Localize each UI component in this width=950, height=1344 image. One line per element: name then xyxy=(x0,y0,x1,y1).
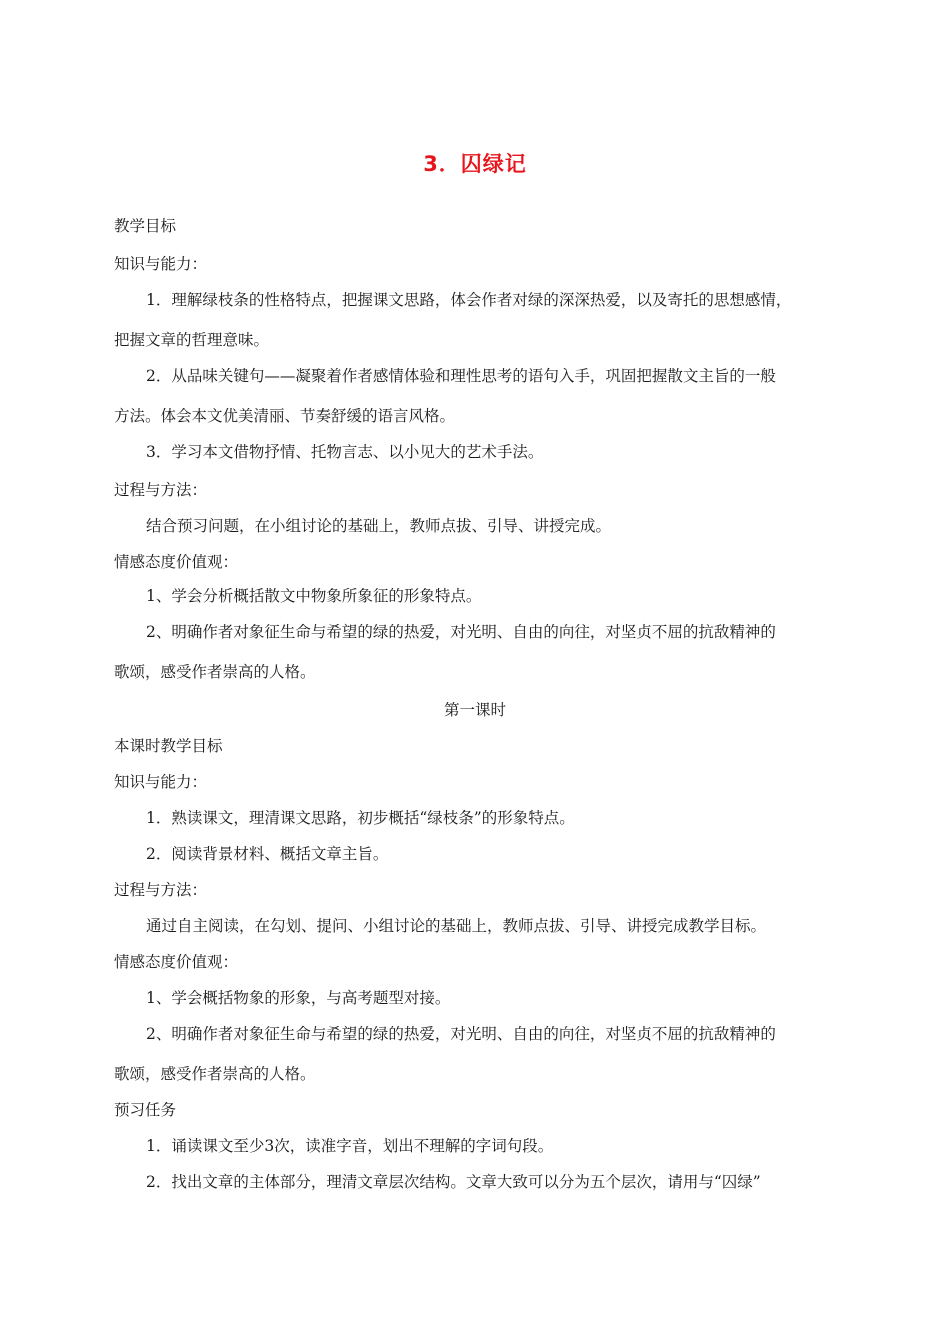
paragraph-line: 结合预习问题，在小组讨论的基础上，教师点拔、引导、讲授完成。 xyxy=(146,517,612,535)
paragraph-line: 1．熟读课文，理清课文思路，初步概括“绿枝条”的形象特点。 xyxy=(146,809,575,827)
paragraph-line: 2、明确作者对象征生命与希望的绿的热爱，对光明、自由的向往，对坚贞不屈的抗敌精神的 xyxy=(146,1025,776,1043)
paragraph-line: 2、明确作者对象征生命与希望的绿的热爱，对光明、自由的向往，对坚贞不屈的抗敌精神的 xyxy=(146,623,776,641)
paragraph-line: 1、学会分析概括散文中物象所象征的形象特点。 xyxy=(146,587,482,605)
paragraph-line: 2．阅读背景材料、概括文章主旨。 xyxy=(146,845,389,863)
paragraph-line: 把握文章的哲理意味。 xyxy=(114,331,270,349)
document-title: 3．囚绿记 xyxy=(423,152,527,176)
heading-knowledge-ability: 知识与能力： xyxy=(114,773,208,791)
section-heading-first-lesson: 第一课时 xyxy=(443,701,506,719)
heading-emotion-values: 情感态度价值观： xyxy=(114,953,239,971)
paragraph-line: 1．诵读课文至少3次，读准字音，划出不理解的字词句段。 xyxy=(146,1137,554,1155)
paragraph-line: 2．找出文章的主体部分，理清文章层次结构。文章大致可以分为五个层次，请用与“囚绿” xyxy=(146,1173,761,1191)
heading-emotion-values: 情感态度价值观： xyxy=(114,553,239,571)
paragraph-line: 1、学会概括物象的形象，与高考题型对接。 xyxy=(146,989,451,1007)
paragraph-line: 方法。体会本文优美清丽、节奏舒缓的语言风格。 xyxy=(114,407,456,425)
paragraph-line: 2．从品味关键句——凝聚着作者感情体验和理性思考的语句入手，巩固把握散文主旨的一般 xyxy=(146,367,776,385)
paragraph-line: 3．学习本文借物抒情、托物言志、以小见大的艺术手法。 xyxy=(146,443,544,461)
heading-knowledge-ability: 知识与能力： xyxy=(114,255,208,273)
heading-process-method: 过程与方法： xyxy=(114,481,208,499)
paragraph-line: 1．理解绿枝条的性格特点，把握课文思路，体会作者对绿的深深热爱，以及寄托的思想感情， xyxy=(146,291,792,309)
heading-teaching-goals: 教学目标 xyxy=(114,217,177,235)
paragraph-line: 通过自主阅读，在勾划、提问、小组讨论的基础上，教师点拔、引导、讲授完成教学目标。 xyxy=(146,917,767,935)
heading-lesson-goals: 本课时教学目标 xyxy=(114,737,223,755)
paragraph-line: 歌颂，感受作者崇高的人格。 xyxy=(114,663,316,681)
heading-preview-tasks: 预习任务 xyxy=(114,1101,177,1119)
heading-process-method: 过程与方法： xyxy=(114,881,208,899)
paragraph-line: 歌颂，感受作者崇高的人格。 xyxy=(114,1065,316,1083)
